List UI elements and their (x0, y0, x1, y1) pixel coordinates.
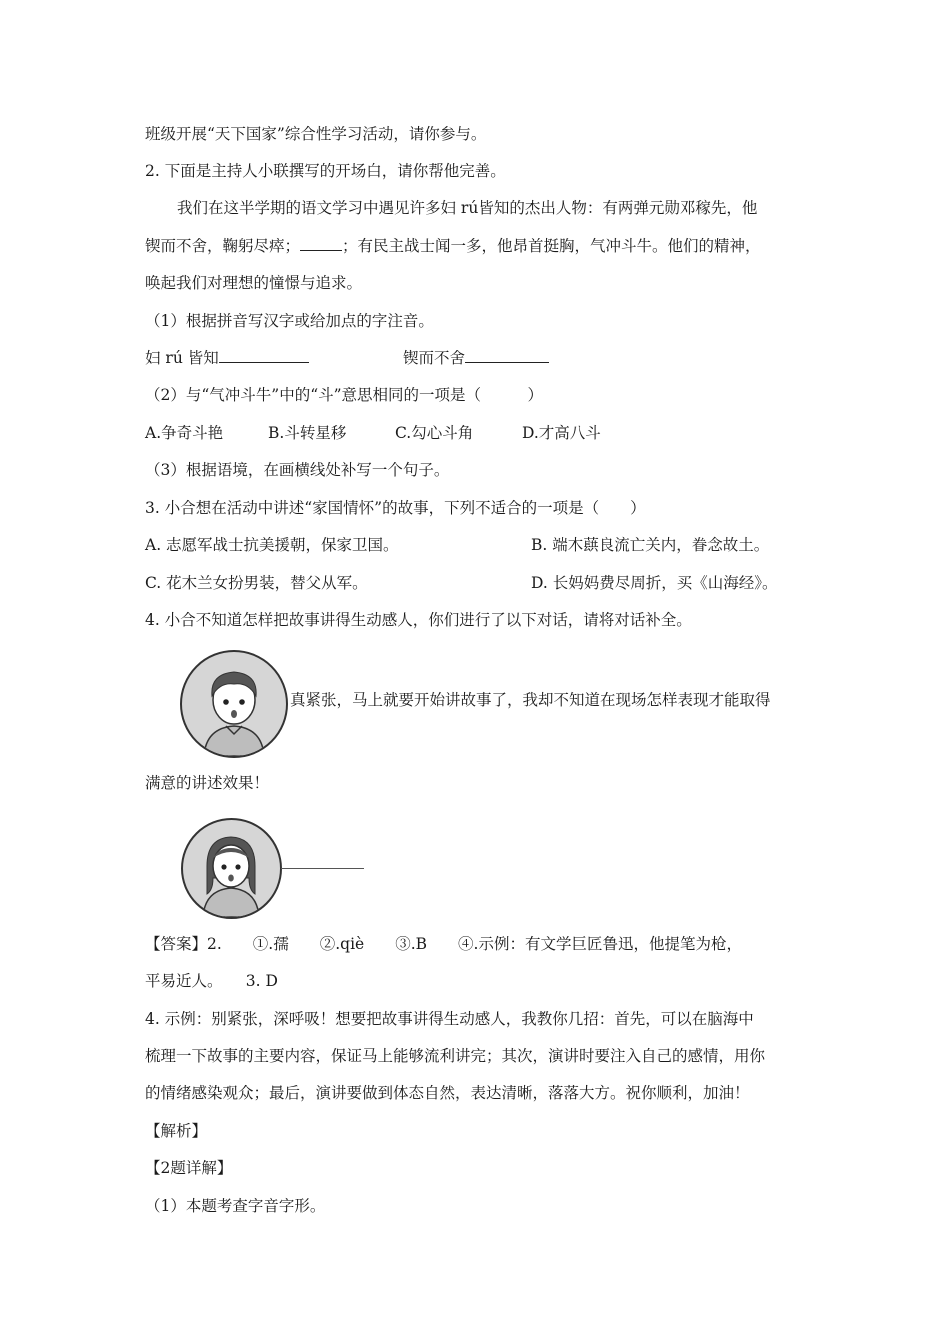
q2-sub1-item-1-label: 妇 rú 皆知 (145, 349, 219, 367)
q3-option-a: A. 志愿军战士抗美援朝，保家卫国。 (145, 536, 399, 554)
girl-avatar-icon (181, 818, 282, 919)
q3-option-d: D. 长妈妈费尽周折，买《山海经》。 (531, 574, 778, 592)
answer-blank-1[interactable] (219, 348, 309, 363)
q2-sub2-prompt: （2）与“气冲斗牛”中的“斗”意思相同的一项是（ ） (145, 386, 544, 404)
q2-paragraph-line-3: 唤起我们对理想的憧憬与追求。 (145, 274, 363, 292)
answer-q4-line-1: 4. 示例：别紧张，深呼吸！想要把故事讲得生动感人，我教你几招：首先，可以在脑海中 (145, 1010, 754, 1028)
q2-sub1-item-2-label: 锲而不舍 (403, 349, 466, 367)
question-4-title: 4. 小合不知道怎样把故事讲得生动感人，你们进行了以下对话，请将对话补全。 (145, 611, 692, 629)
answer-q4-line-3: 的情绪感染观众；最后，演讲要做到体态自然，表达清晰，落落大方。祝你顺利，加油！ (145, 1084, 750, 1102)
question-3-title: 3. 小合想在活动中讲述“家国情怀”的故事，下列不适合的一项是（ ） (145, 499, 646, 517)
boy-speech-line-2: 满意的讲述效果！ (145, 774, 270, 792)
analysis-q2-sub1: （1）本题考查字音字形。 (145, 1197, 326, 1215)
q3-option-b: B. 端木蕻良流亡关内，眷念故土。 (531, 536, 770, 554)
analysis-label: 【解析】 (145, 1122, 208, 1140)
answer-line-1: 【答案】2. ①.孺 ②.qiè ③.B ④.示例：有文学巨匠鲁迅，他提笔为枪， (145, 935, 742, 953)
q2-sub1-item-2 (403, 347, 549, 369)
q2-option-b: B.斗转星移 (268, 424, 347, 442)
q2-paragraph-line-2 (145, 235, 761, 257)
q2-paragraph-line-2-a: 锲而不舍，鞠躬尽瘁； (145, 237, 301, 255)
q2-option-a: A.争奇斗艳 (145, 424, 224, 442)
q2-sub1-item-1 (145, 347, 309, 369)
q2-sub3-prompt: （3）根据语境，在画横线处补写一个句子。 (145, 461, 450, 479)
answer-line-2: 平易近人。 3. D (145, 972, 278, 990)
answer-blank-2[interactable] (465, 348, 549, 363)
question-2-title: 2. 下面是主持人小联撰写的开场白，请你帮他完善。 (145, 162, 506, 180)
q2-sub1-prompt: （1）根据拼音写汉字或给加点的字注音。 (145, 312, 434, 330)
answer-q4-line-2: 梳理一下故事的主要内容，保证马上能够流利讲完；其次，演讲时要注入自己的感情，用你 (145, 1047, 766, 1065)
analysis-q2-label: 【2题详解】 (145, 1159, 233, 1177)
intro-line: 班级开展“天下国家”综合性学习活动，请你参与。 (145, 125, 487, 143)
q2-option-d: D.才高八斗 (522, 424, 601, 442)
boy-speech-line-1: 真紧张，马上就要开始讲故事了，我却不知道在现场怎样表现才能取得 (290, 691, 771, 709)
q3-option-c: C. 花木兰女扮男装，替父从军。 (145, 574, 368, 592)
q2-paragraph-line-2-b: ；有民主战士闻一多，他昂首挺胸，气冲斗牛。他们的精神， (342, 237, 761, 255)
boy-avatar-icon (180, 650, 288, 758)
q2-option-c: C.勾心斗角 (395, 424, 474, 442)
q2-paragraph-line-1: 我们在这半学期的语文学习中遇见许多妇 rú皆知的杰出人物：有两弹元勋邓稼先，他 (177, 199, 758, 217)
girl-reply-blank[interactable] (281, 868, 364, 869)
fill-in-blank[interactable] (300, 236, 342, 251)
